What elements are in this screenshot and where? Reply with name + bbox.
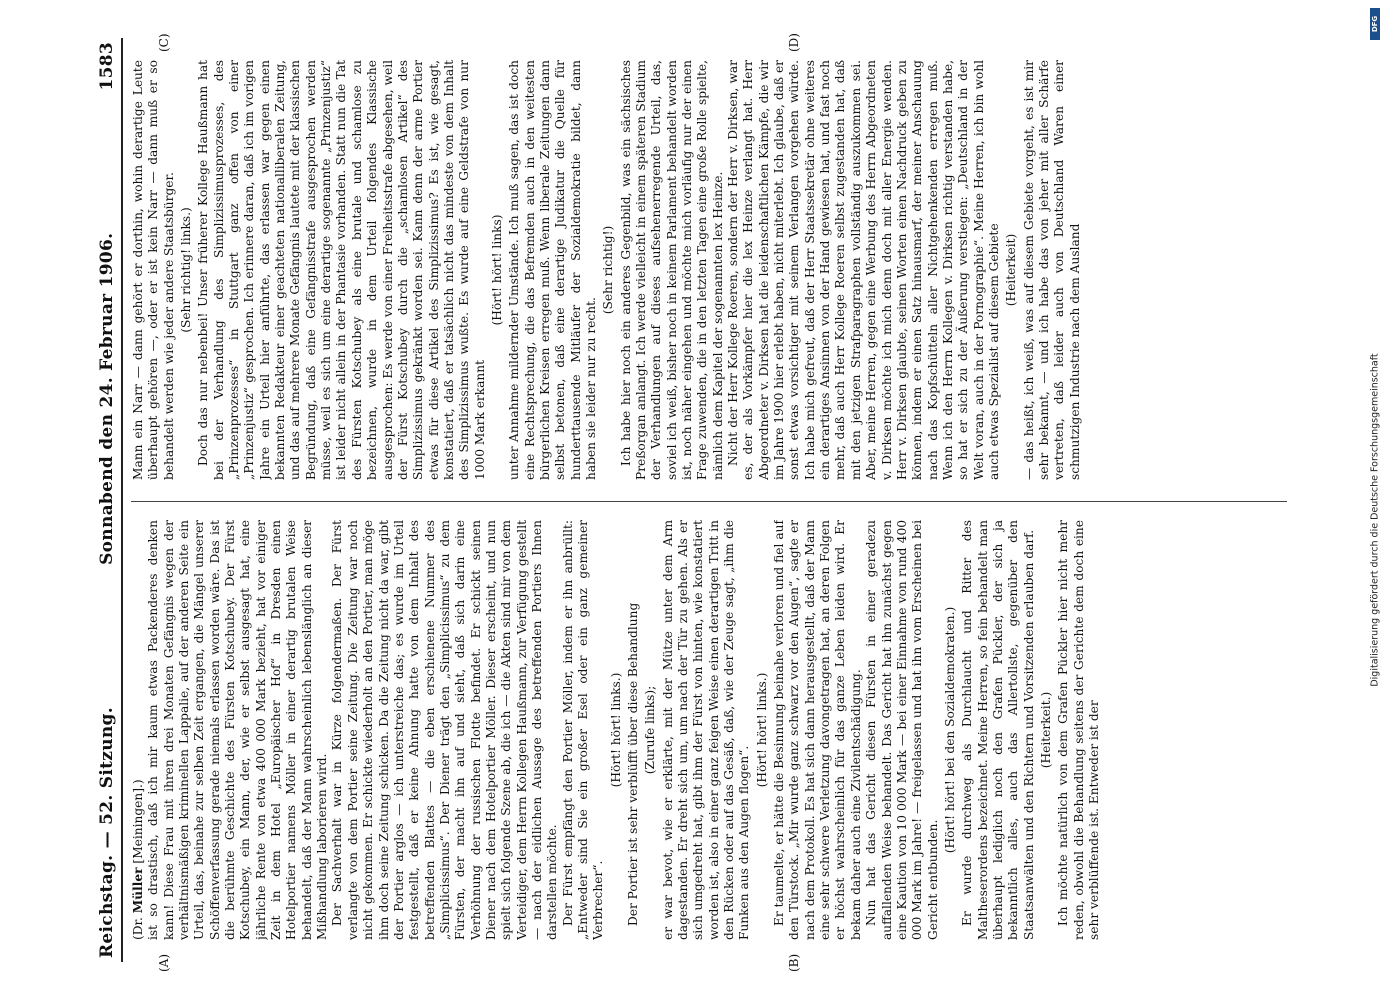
interjection: (Hört! hört! bei den Sozialdemokraten.): [942, 606, 957, 854]
speaker-prefix: (Dr.: [130, 917, 145, 940]
paragraph: Ich habe hier noch ein anderes Gegenbild, was ein sächsisches Preßorgan anlangt. Ich werde vielleicht in einem späteren Stadium der Verhandlungen auf dieses aufsehenerregende Urteil, das, soviel ich weiß, bisher noch in keinem Parlament behandelt worden ist, noch näher eingehen und möchte mich vorläufig nur der einen Frage zuwenden, die in den letzten Tagen eine große Rolle spielte, nämlich dem Kapitel der sogenannten lex Heinze.: [618, 60, 725, 480]
interjection: (Sehr richtig! links.): [178, 207, 193, 333]
column-divider: [131, 501, 1287, 502]
interjection: (Heiterkeit.): [1038, 691, 1053, 769]
digitization-note: Digitalisierung gefördert durch die Deutsche Forschungsgemeinschaft: [1369, 353, 1381, 687]
running-header: [91, 42, 117, 958]
interjection: (Hört! hört! links.): [754, 672, 769, 788]
dfg-logo: [1370, 8, 1380, 40]
paragraph: Der Sachverhalt war in Kürze folgendermaßen. Der Fürst verlangte von dem Portier seine Zeitung. Die Zeitung war noch nicht gekommen. Er schickte wiederholt an den Portier, man möge ihm doch seine Zeitung schicken. Da die Zeitung nicht da war, gibt der Portier arglos — ich unterstreiche das; es wurde im Urteil festgestellt, daß er keine Ahnung hatte von dem Inhalt des betreffenden Blattes — die eben erschienene Nummer des „Simplicissimus“. Der Diener trägt den „Simplicissimus“ zu dem Fürsten, der macht ihn auf und sieht, daß sich darin eine Verhöhnung der russischen Flotte befindet. Er schickt seinen Diener nach dem Hotelportier Möller. Dieser erscheint, und nun spielt sich folgende Szene ab, die ich — die Akten sind mir von dem Verteidiger, dem Herrn Kollegen Haußmann, zur Verfügung gestellt — nach der eidlichen Aussage des betreffenden Portiers Ihnen darstellen möchte.: [329, 520, 559, 940]
dfg-logo-text: DFG: [1371, 15, 1379, 33]
margin-marker-a: (A): [156, 953, 171, 972]
paragraph: ist so drastisch, daß ich mir kaum etwas Packenderes denken kann! Diese Frau mit ihren drei Monaten Gefängnis wegen der verhältnismäßigen kriminellen Lappalie, auf der anderen Seite ein Urteil, das, beinahe zur selben Zeit ergangen, die Mängel unserer Schöffenverfassung gerade niemals erlassen worden wäre. Das ist die berühmte Geschichte des Fürsten Kotschubey. Der Fürst Kotschubey, ein Mann, der, wie er selbst ausgesagt hat, eine jährliche Rente von etwa 400 000 Mark bezieht, hat vor einiger Zeit in dem Hotel „Europäischer Hof“ in Dresden einen Hotelportier namens Möller in einer derartig brutalen Weise behandelt, daß der Mann wahrscheinlich lebenslänglich an dieser Mißhandlung laborieren wird.: [145, 520, 329, 940]
left-column: [131, 520, 1297, 940]
paragraph: Nicht der Herr Kollege Roeren, sondern der Herr v. Dirksen, war es, der als Vorkämpfer hier die lex Heinze verlangt hat. Herr Abgeordneter v. Dirksen hat die leidenschaftlichen Kämpfe, die wir im Jahre 1900 hier erlebt haben, nicht miterlebt. Ich glaube, daß er sonst etwas vorsichtiger mit seinem Verlangen vorgehen würde. Ich habe mich gefreut, daß der Herr Staatssekretär ohne weiteres ein derartiges Ansinnen von der Hand gewiesen hat, und fast noch mehr, daß auch Herr Kollege Roeren selbst zugestanden hat, daß mit den jetzigen Strafparagraphen vollständig auszukommen sei. Aber, meine Herren, gegen eine Werbung des Herrn Abgeordneten v. Dirksen möchte ich mich denn doch mit aller Energie wenden. Herr v. Dirksen glaubte, seinen Worten einen Nachdruck geben zu können, indem er einen Satz hinausmarf, der meiner Anschauung nach das Kopfschütteln aller Nichtgehenkenden erregen muß. Wenn ich den Herrn Kollegen v. Dirksen richtig verstanden habe, so hat er sich zu der Äußerung verstiegen: „Deutschland in der Welt voran, auch in der Pornographie“. Meine Herren, ich bin wohl auch etwas Spezialist auf diesem Gebiete: [725, 60, 1001, 480]
paragraph: — das heißt, ich weiß, was auf diesem Gebiete vorgeht, es ist mir sehr bekannt, — und ich habe das von jeher mit aller Schärfe vertreten, daß leider auch von Deutschland Waren einer schmutzigen Industrie nach dem Ausland: [1021, 60, 1082, 480]
paragraph: unter Annahme mildernder Umstände. Ich muß sagen, das ist doch eine Rechtsprechung, die das Befremden auch in den weitesten bürgerlichen Kreisen erregen muß. Wenn liberale Zeitungen dann selbst betonen, daß eine derartige Judikatur die Quelle für hunderttausende Mitläufer der Sozialdemokratie bildet, dann haben sie leider nur zu recht.: [506, 60, 598, 480]
right-column: [131, 60, 1297, 480]
speaker-suffix: [Meiningen].): [130, 779, 145, 864]
paragraph: Mann ein Narr — dann gehört er dorthin, wohin derartige Leute überhaupt gehören —, oder er ist kein Narr — dann muß er so behandelt werden wie jeder andere Staatsbürger.: [130, 60, 176, 480]
speaker-line: [131, 520, 146, 940]
interjection: (Sehr richtig!): [600, 225, 615, 315]
page-number: 1583: [96, 42, 117, 91]
paragraph: Er wurde durchweg als Durchlaucht und Ritter des Maltheserordens bezeichnet. Meine Herren, so fein behandelt man überhaupt lediglich noch den Grafen Pückler, der sich ja bekanntlich alles, auch das Allertollste, gegenüber den Staatsanwälten und den Richtern und Vorsitzenden erlauben darf.: [959, 520, 1036, 940]
paragraph: Ich möchte natürlich von dem Grafen Pückler hier nicht mehr reden, obwohl die Behandlung seitens der Gerichte dem doch eine sehr verblüffende ist. Entweder ist der: [1055, 520, 1101, 940]
paragraph: Der Fürst empfängt den Portier Möller, indem er ihn anbrüllt: „Entweder sind Sie ein großer Esel oder ein ganz gemeiner Verbrecher“.: [560, 520, 605, 940]
header-left: Reichstag. — 52. Sitzung.: [96, 707, 117, 958]
margin-marker-d: (D): [786, 33, 801, 52]
speaker-name: Müller: [130, 867, 145, 914]
paragraph: Er taumelte, er hätte die Besinnung beinahe verloren und fiel auf den Türstock. „Mir wurde ganz schwarz vor den Augen“, sagte er nach dem Protokoll. Es hat sich dann herausgestellt, daß der Mann eine sehr schwere Verletzung davongetragen hat, an deren Folgen er höchst wahrscheinlich für das ganze Leben leiden wird. Er bekam daher auch eine Zivilentschädigung.: [771, 520, 863, 940]
printed-sheet: [57, 20, 1327, 980]
paragraph: Doch das nur nebenbei! Unser früherer Kollege Haußmann hat bei der Verhandlung des Simplizissimusprozesses, des „Prinzenprozesses“ in Stuttgart ganz offen von einer „Prinzenjustiz“ gesprochen. Ich erinnere daran, daß ich im vorigen Jahre ein Urteil hier anführte, das erlassen war gegen einen bekannten Redakteur einer geachteten nationalliberalen Zeitung, und das auf mehrere Monate Gefängnis lautete mit der klassischen Begründung, daß eine Gefängnisstrafe ausgesprochen werden müsse, weil es sich um eine derartige sogenannte „Prinzenjustiz“ ist leider nicht allein in der Phantasie vorhanden. Statt nun die Tat des Fürsten Kotschubey als eine brutale und schamlose zu bezeichnen, wurde in dem Urteil folgendes Klassische ausgesprochen: Es werde von einer Freiheitsstrafe abgesehen, weil der Fürst Kotschubey durch die „schamlosen Artikel“ des Simplizissimus gekränkt worden sei. Kann denn der arme Portier etwas für diese Artikel des Simplizissimus? Es ist, wie gesagt, konstatiert, daß er tatsächlich nicht das mindeste von dem Inhalt des Simplizissimus wußte. Es wurde auf eine Geldstrafe von nur 1000 Mark erkannt: [195, 60, 487, 480]
margin-marker-c: (C): [156, 33, 171, 52]
interjection: (Hört! hört! links.): [608, 672, 623, 788]
interjection: (Hört! hört! links): [489, 214, 504, 326]
header-rule: [121, 38, 123, 962]
paragraph: Nun hat das Gericht diesen Fürsten in einer geradezu auffallenden Weise behandelt. Das Gericht hat ihn zunächst gegen eine Kaution von 10 000 Mark — bei einer Einnahme von rund 400 000 Mark im Jahre! — freigelassen und hat ihn vom Erscheinen bei Gericht entbunden.: [863, 520, 940, 940]
margin-marker-b: (B): [786, 953, 801, 972]
interjection: (Heiterkeit): [1003, 233, 1018, 307]
paragraph: Der Portier ist sehr verblüfft über diese Behandlung: [625, 602, 640, 926]
header-date: Sonnabend den 24. Februar 1906.: [96, 232, 117, 565]
paragraph: er war bevot, wie er erklärte, mit der Mütze unter dem Arm dagestanden. Er dreht sich um, um nach der Tür zu gehen. Als er sich umgedreht hat, gibt ihm der Fürst von hinten, wie konstatiert worden ist, also in einer ganz feigen Weise einen derartigen Tritt in den Rücken oder auf das Gesäß, daß, wie der Zeuge sagt, „ihm die Funken aus den Augen flogen“.: [660, 520, 751, 940]
interjection: (Zurufe links);: [642, 685, 657, 775]
